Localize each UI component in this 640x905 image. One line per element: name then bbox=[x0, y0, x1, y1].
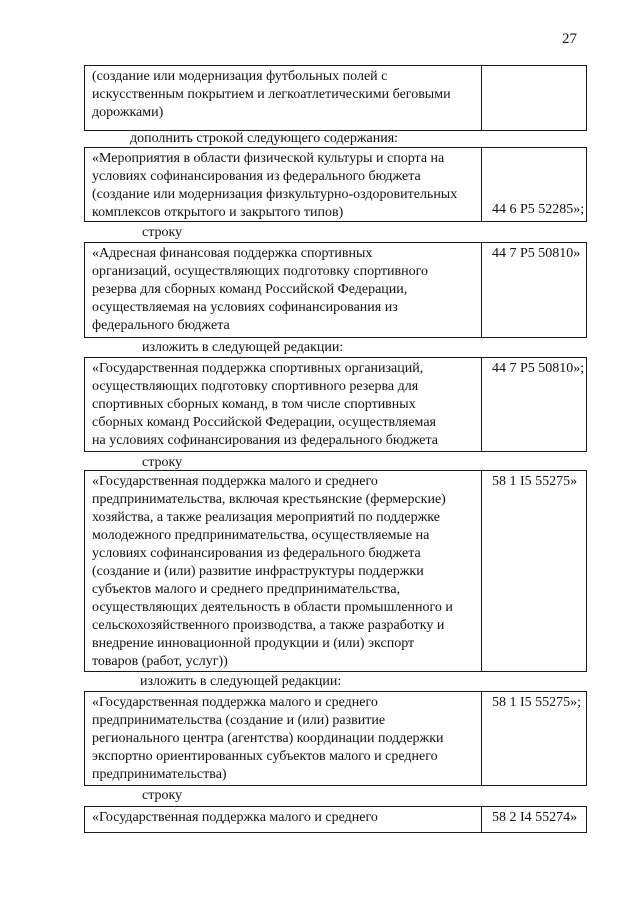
row-code: 58 1 I5 55275»; bbox=[492, 695, 582, 710]
table-row bbox=[84, 242, 587, 338]
instruction-text: изложить в следующей редакции: bbox=[142, 340, 344, 355]
instruction-text: изложить в следующей редакции: bbox=[140, 674, 342, 689]
row-code: 44 7 P5 50810» bbox=[492, 246, 581, 261]
row-code: 44 7 P5 50810»; bbox=[492, 361, 585, 376]
instruction-text: дополнить строкой следующего содержания: bbox=[130, 131, 399, 146]
row-text: «Мероприятия в области физической культуры и спорта на условиях софинансирования из федерального бюджета (создание или модернизация физкультурно-оздоровительных комплексов открытого и закрытого типов) bbox=[85, 148, 482, 221]
table-row bbox=[84, 470, 587, 672]
row-text: «Государственная поддержка малого и среднего предпринимательства, включая крестьянские (фермерские) хозяйства, а также реализация мероприятий по поддержке молодежного предпринимательства, осуществляемые на условиях софинансирования из федерального бюджета (создание и (или) развитие инфраструктуры поддержки субъектов малого и среднего предпринимательства, осуществляющих деятельность в области промышленного и сельскохозяйственного производства, а также разработку и внедрение инновационной продукции и (или) экспорт товаров (работ, услуг)) bbox=[85, 471, 482, 671]
row-text: (создание или модернизация футбольных полей с искусственным покрытием и легкоатлетическими беговыми дорожками) bbox=[85, 66, 482, 130]
row-text: «Государственная поддержка малого и среднего предпринимательства (создание и (или) развитие регионального центра (агентства) координации поддержки экспортно ориентированных субъектов малого и среднего предпринимательства) bbox=[85, 692, 482, 785]
table-row bbox=[84, 691, 587, 786]
row-code: 58 2 I4 55274» bbox=[492, 810, 578, 825]
row-code: 44 6 P5 52285»; bbox=[492, 202, 585, 217]
table-row bbox=[84, 806, 587, 833]
page-number: 27 bbox=[562, 31, 577, 47]
row-text: «Адресная финансовая поддержка спортивных организаций, осуществляющих подготовку спортивного резерва для сборных команд Российской Федерации, осуществляемая на условиях софинансирования из федерального бюджета bbox=[85, 243, 482, 337]
instruction-text: строку bbox=[142, 788, 183, 803]
instruction-text: строку bbox=[142, 225, 183, 240]
row-code bbox=[482, 66, 586, 130]
table-row bbox=[84, 147, 587, 222]
instruction-text: строку bbox=[142, 455, 183, 470]
table-row bbox=[84, 357, 587, 452]
row-text: «Государственная поддержка спортивных организаций, осуществляющих подготовку спортивного резерва для спортивных сборных команд, в том числе спортивных сборных команд Российской Федерации, осуществляемая на условиях софинансирования из федерального бюджета bbox=[85, 358, 482, 451]
row-code: 58 1 I5 55275» bbox=[492, 474, 578, 489]
row-text: «Государственная поддержка малого и среднего bbox=[85, 807, 482, 832]
table-row bbox=[84, 65, 587, 131]
